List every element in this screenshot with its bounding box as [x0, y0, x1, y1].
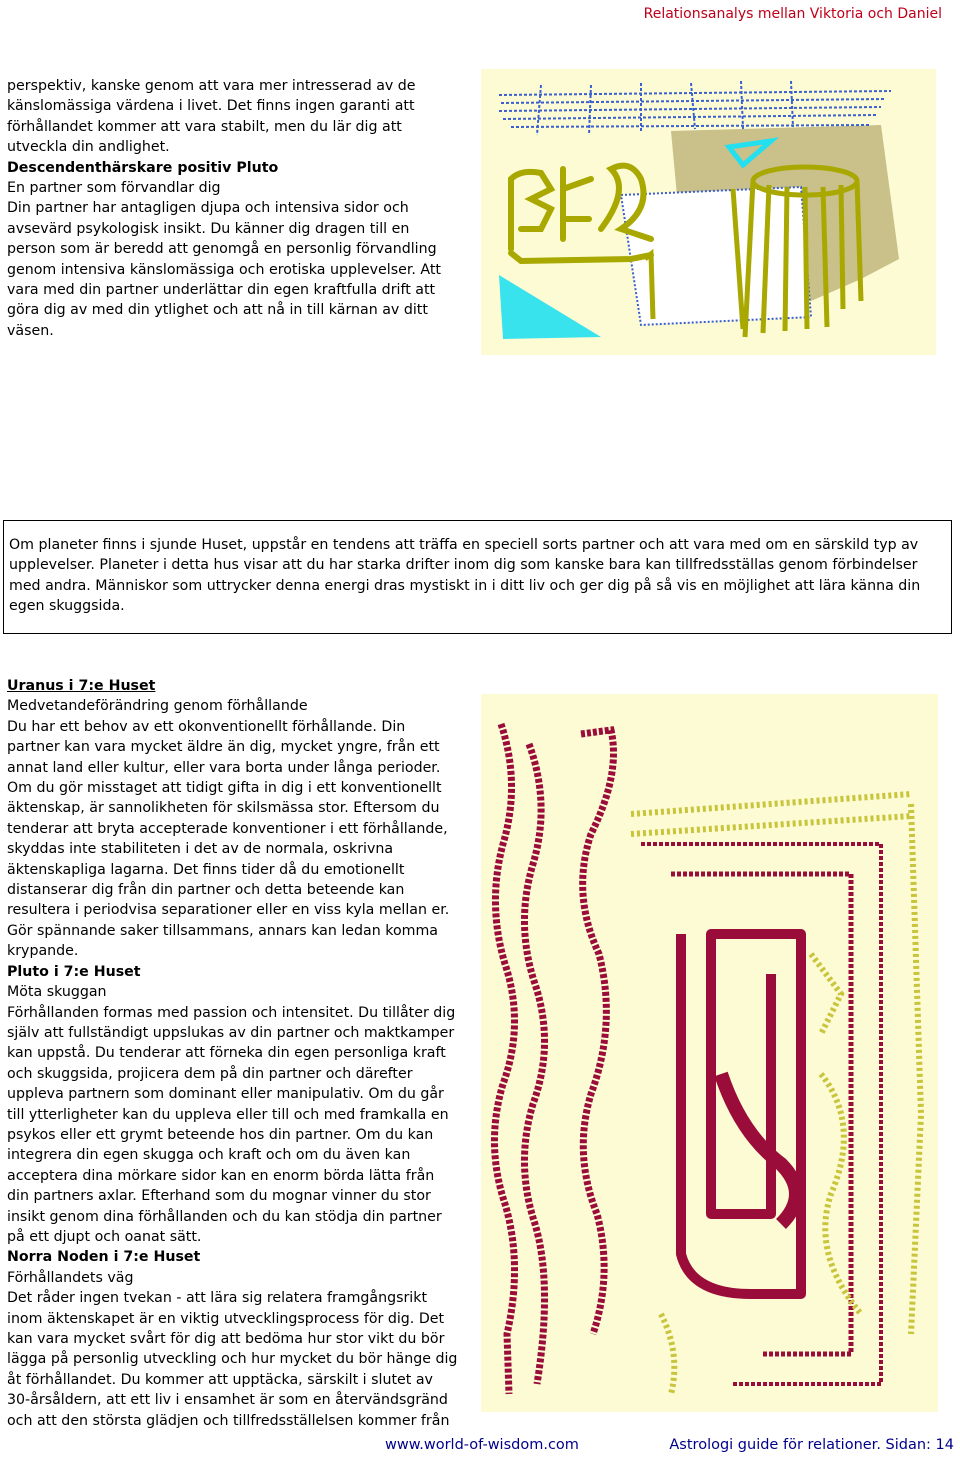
- maroon-wavy-lines: [494, 724, 613, 1394]
- section-heading-north-node: Norra Noden i 7:e Huset: [7, 1249, 201, 1266]
- footer-website-link[interactable]: www.world-of-wisdom.com: [385, 1437, 579, 1453]
- info-box: [3, 520, 952, 634]
- cyan-large-triangle: [499, 275, 601, 339]
- section-heading: Descendenthärskare positiv Pluto: [7, 159, 279, 176]
- section-heading-pluto: Pluto i 7:e Huset: [7, 963, 141, 980]
- section-body-north-node: Det råder ingen tvekan - att lära sig relatera framgångsrikt inom äktenskapet är en viktig utvecklingsprocess för dig. Det kan vara mycket svårt för dig att bedöma hur stor vikt du bör lägga på personlig utveckling och hur mycket du bör hänge dig åt förhållandet. Du kommer att upptäcka, särskilt i slutet av 30-årsåldern, att ett liv i ensamhet är som en återvändsgränd och att den största glädjen och tillfredsställelsen kommer från: [7, 1290, 458, 1429]
- document-header: Relationsanalys mellan Viktoria och Daniel: [643, 6, 942, 22]
- section-subheading-uranus: Medvetandeförändring genom förhållande: [7, 698, 308, 715]
- section-subheading-north-node: Förhållandets väg: [7, 1269, 134, 1286]
- page-footer: [0, 1437, 960, 1457]
- intro-paragraph: perspektiv, kanske genom att vara mer intresserad av de känslomässiga värdena i livet. Det finns ingen garanti att förhållandet kommer att vara stabilt, men du lär dig att utveckla din andlighet.: [7, 78, 416, 156]
- section-subheading-pluto: Möta skuggan: [7, 984, 107, 1001]
- section-body-pluto: Förhållanden formas med passion och intensitet. Du tillåter dig själv att fullständigt uppslukas av din partner och maktkamper kan uppstå. Du tenderar att förneka din egen personliga kraft och skuggsida, projicera dem på din partner och därefter uppleva partnern som dominant eller manipulativ. Om du går till ytterligheter kan du uppleva eller till och med framkalla en psykos eller ett grymt beteende hos din partner. Om du kan integrera din egen skugga och kraft och om du även kan acceptera dina mörkare sidor kan en enorm börda lätta från din partners axlar. Efterhand som du mognar vinner du stor insikt genom dina förhållanden och du kan stödja din partner på ett djupt och oanat sätt.: [7, 1004, 456, 1245]
- maroon-labyrinth: [641, 844, 881, 1384]
- section-subheading: En partner som förvandlar dig: [7, 180, 221, 197]
- planet-sections: [7, 676, 459, 1431]
- footer-page-info: Astrologi guide för relationer. Sidan: 14: [669, 1437, 954, 1453]
- info-box-text: Om planeter finns i sjunde Huset, uppstår en tendens att träffa en speciell sorts partner och att vara med om en särskild typ av upplevelser. Planeter i detta hus visar att du har starka drifter inom dig som kanske bara kan tillfredsställas genom förbindelser med andra. Människor som uttrycker denna energi dras mystiskt in i ditt liv och ger dig på så vis en möjlighet att lära känna din egen skuggsida.: [9, 537, 921, 615]
- section-body-uranus: Du har ett behov av ett okonventionellt förhållande. Din partner kan vara mycket äldre än dig, mycket yngre, från ett annat land eller kultur, eller vara borta under långa perioder. Om du gör misstaget att tidigt gifta in dig i ett konventionellt äktenskap, är sannolikheten för skilsmässa stor. Eftersom du tenderar att bryta accepterade konventioner i ett förhållande, skyddas inte stabiliteten i det av de normala, oskrivna äktenskapliga lagarna. Det finns tider då du emotionellt distanserar dig från din partner och detta beteende kan resultera i periodvisa separationer eller en viss kyla mellan er. Gör spännande saker tillsammans, annars kan ledan komma krypande.: [7, 718, 450, 960]
- abstract-illustration-bottom: [481, 694, 938, 1412]
- section-body: Din partner har antagligen djupa och intensiva sidor och avsevärd psykologisk insikt. Du känner dig dragen till en person som är beredd att genomgå en personlig förvandling genom intensiva känslomässiga och erotiska upplevelser. Att vara med din partner underlättar din egen kraftfulla drift att göra dig av med din ytlighet och att nå in till kärnan av ditt väsen.: [7, 200, 441, 339]
- top-text-block: [7, 76, 447, 341]
- abstract-illustration-top: [481, 69, 936, 355]
- section-heading-uranus: Uranus i 7:e Huset: [7, 678, 156, 694]
